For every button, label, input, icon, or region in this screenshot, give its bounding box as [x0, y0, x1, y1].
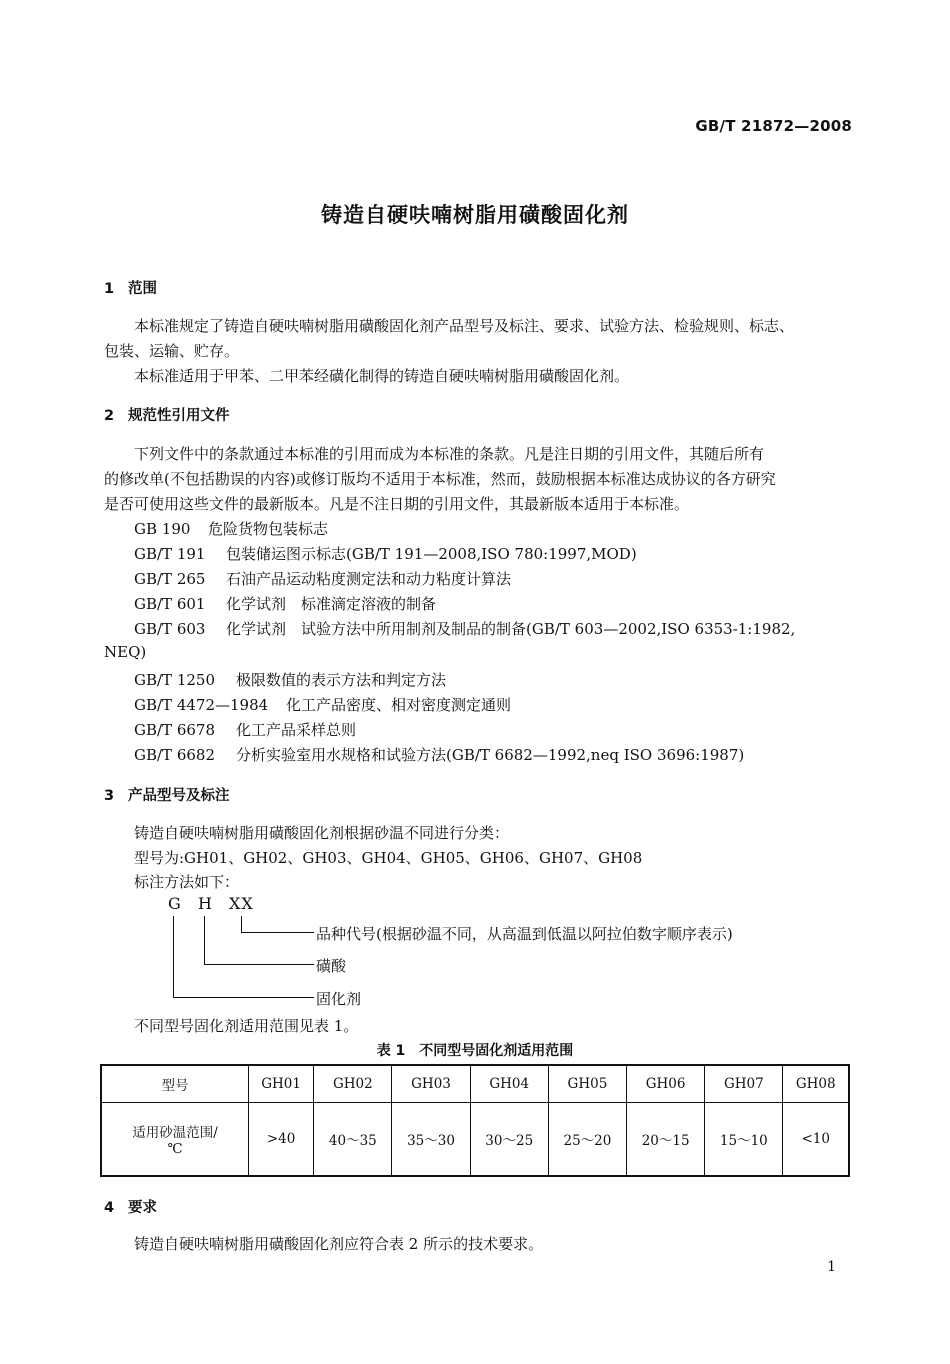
ref-title: 化工产品采样总则: [236, 721, 357, 739]
section-2-heading: [104, 404, 230, 425]
document-title: 铸造自硬呋喃树脂用磺酸固化剂: [321, 203, 629, 227]
ref-item-continuation: NEQ): [104, 643, 147, 661]
table-data-row: [101, 1103, 849, 1177]
ref-title: 分析实验室用水规格和试验方法(GB/T 6682—1992,neq ISO 3696:1987): [236, 746, 745, 764]
section-number: 1: [104, 281, 115, 297]
page-number: 1: [827, 1259, 836, 1275]
leader-xx-vertical: [241, 916, 242, 932]
leader-xx-horizontal: [241, 932, 314, 933]
ref-item: [134, 744, 744, 765]
table-model-cell: GH04: [470, 1065, 548, 1103]
ref-code: GB/T 603: [134, 620, 206, 638]
ref-item: [134, 593, 436, 614]
table-model-cell: GH06: [627, 1065, 705, 1103]
row-label-line1: 适用砂温范围/: [132, 1125, 218, 1141]
table-range-cell: 40～35: [314, 1103, 392, 1177]
ref-code: GB/T 601: [134, 595, 206, 613]
ref-code: GB/T 4472—1984: [134, 696, 269, 714]
section-title: 要求: [128, 1200, 157, 1216]
leader-g-horizontal: [173, 997, 314, 998]
model-line2: 型号为:GH01、GH02、GH03、GH04、GH05、GH06、GH07、GH08: [134, 849, 643, 867]
ref-title: 化学试剂 试验方法中所用制剂及制品的制备(GB/T 603—2002,ISO 6353-1:1982,: [226, 620, 796, 638]
section-3-heading: [104, 784, 230, 805]
section-1-heading: [104, 277, 157, 298]
ref-title: 包装储运图示标志(GB/T 191—2008,ISO 780:1997,MOD): [226, 545, 637, 563]
model-line1: 铸造自硬呋喃树脂用磺酸固化剂根据砂温不同进行分类：: [134, 824, 510, 842]
scope-para2: 本标准适用于甲苯、二甲苯经磺化制得的铸造自硬呋喃树脂用磺酸固化剂。: [134, 367, 630, 385]
table-1-caption: 表 1 不同型号固化剂适用范围: [376, 1043, 574, 1059]
section-4-heading: [104, 1196, 157, 1217]
table-range-cell: <10: [783, 1103, 849, 1177]
label-sulfonic-acid: 磺酸: [316, 957, 347, 975]
label-variety-code: 品种代号(根据砂温不同，从高温到低温以阿拉伯数字顺序表示): [316, 925, 733, 943]
table-model-cell: GH07: [705, 1065, 783, 1103]
ref-item: [134, 518, 328, 539]
table-row-label: [101, 1103, 249, 1177]
ref-code: GB/T 6682: [134, 746, 216, 764]
table-reference: 不同型号固化剂适用范围见表 1。: [134, 1017, 359, 1035]
table-1: [100, 1064, 850, 1177]
ref-item: [134, 568, 511, 589]
ref-code: GB/T 6678: [134, 721, 216, 739]
label-curing-agent: 固化剂: [316, 990, 362, 1008]
table-header-row: [101, 1065, 849, 1103]
ref-title: 化工产品密度、相对密度测定通则: [286, 696, 512, 714]
ref-title: 危险货物包装标志: [208, 520, 329, 538]
table-model-cell: GH08: [783, 1065, 849, 1103]
ref-code: GB 190: [134, 520, 191, 538]
ref-code: GB/T 1250: [134, 671, 216, 689]
table-model-cell: GH05: [548, 1065, 626, 1103]
ref-item: [134, 618, 795, 639]
table-model-cell: GH03: [392, 1065, 470, 1103]
notation-letter-h: H: [198, 894, 213, 913]
standard-code: GB/T 21872—2008: [695, 117, 852, 135]
refs-intro-line3: 是否可使用这些文件的最新版本。凡是不注日期的引用文件，其最新版本适用于本标准。: [104, 495, 690, 513]
ref-title: 极限数值的表示方法和判定方法: [236, 671, 447, 689]
section-number: 3: [104, 788, 115, 804]
refs-intro-line1: 下列文件中的条款通过本标准的引用而成为本标准的条款。凡是注日期的引用文件，其随后所有: [134, 445, 765, 463]
table-range-cell: >40: [249, 1103, 314, 1177]
leader-h-horizontal: [204, 964, 314, 965]
ref-title: 石油产品运动粘度测定法和动力粘度计算法: [226, 570, 512, 588]
table-header-label: 型号: [101, 1065, 249, 1103]
ref-item: [134, 719, 356, 740]
leader-g-vertical: [173, 916, 174, 997]
notation-letter-g: G: [168, 894, 182, 913]
row-label-line2: ℃: [167, 1141, 183, 1157]
notation-letter-xx: XX: [229, 894, 254, 913]
table-model-cell: GH01: [249, 1065, 314, 1103]
section-number: 2: [104, 408, 115, 424]
model-line3: 标注方法如下：: [134, 873, 240, 891]
section-title: 规范性引用文件: [128, 408, 230, 424]
ref-item: [134, 543, 637, 564]
refs-intro-line2: 的修改单(不包括勘误的内容)或修订版均不适用于本标准，然而，鼓励根据本标准达成协议的各方研究: [104, 470, 776, 488]
leader-h-vertical: [204, 916, 205, 964]
table-range-cell: 15～10: [705, 1103, 783, 1177]
section-title: 产品型号及标注: [128, 788, 230, 804]
ref-title: 化学试剂 标准滴定溶液的制备: [226, 595, 437, 613]
scope-para1-line1: 本标准规定了铸造自硬呋喃树脂用磺酸固化剂产品型号及标注、要求、试验方法、检验规则、标志、: [134, 317, 795, 335]
scope-para1-line2: 包装、运输、贮存。: [104, 342, 240, 360]
table-range-cell: 20～15: [627, 1103, 705, 1177]
ref-item: [134, 694, 511, 715]
section-number: 4: [104, 1200, 115, 1216]
table-model-cell: GH02: [314, 1065, 392, 1103]
section-title: 范围: [128, 281, 157, 297]
ref-code: GB/T 265: [134, 570, 206, 588]
requirements-line1: 铸造自硬呋喃树脂用磺酸固化剂应符合表 2 所示的技术要求。: [134, 1235, 544, 1253]
ref-code: GB/T 191: [134, 545, 206, 563]
model-notation-diagram: [160, 894, 860, 1010]
ref-item: [134, 669, 446, 690]
table-range-cell: 25～20: [548, 1103, 626, 1177]
table-range-cell: 30～25: [470, 1103, 548, 1177]
table-range-cell: 35～30: [392, 1103, 470, 1177]
